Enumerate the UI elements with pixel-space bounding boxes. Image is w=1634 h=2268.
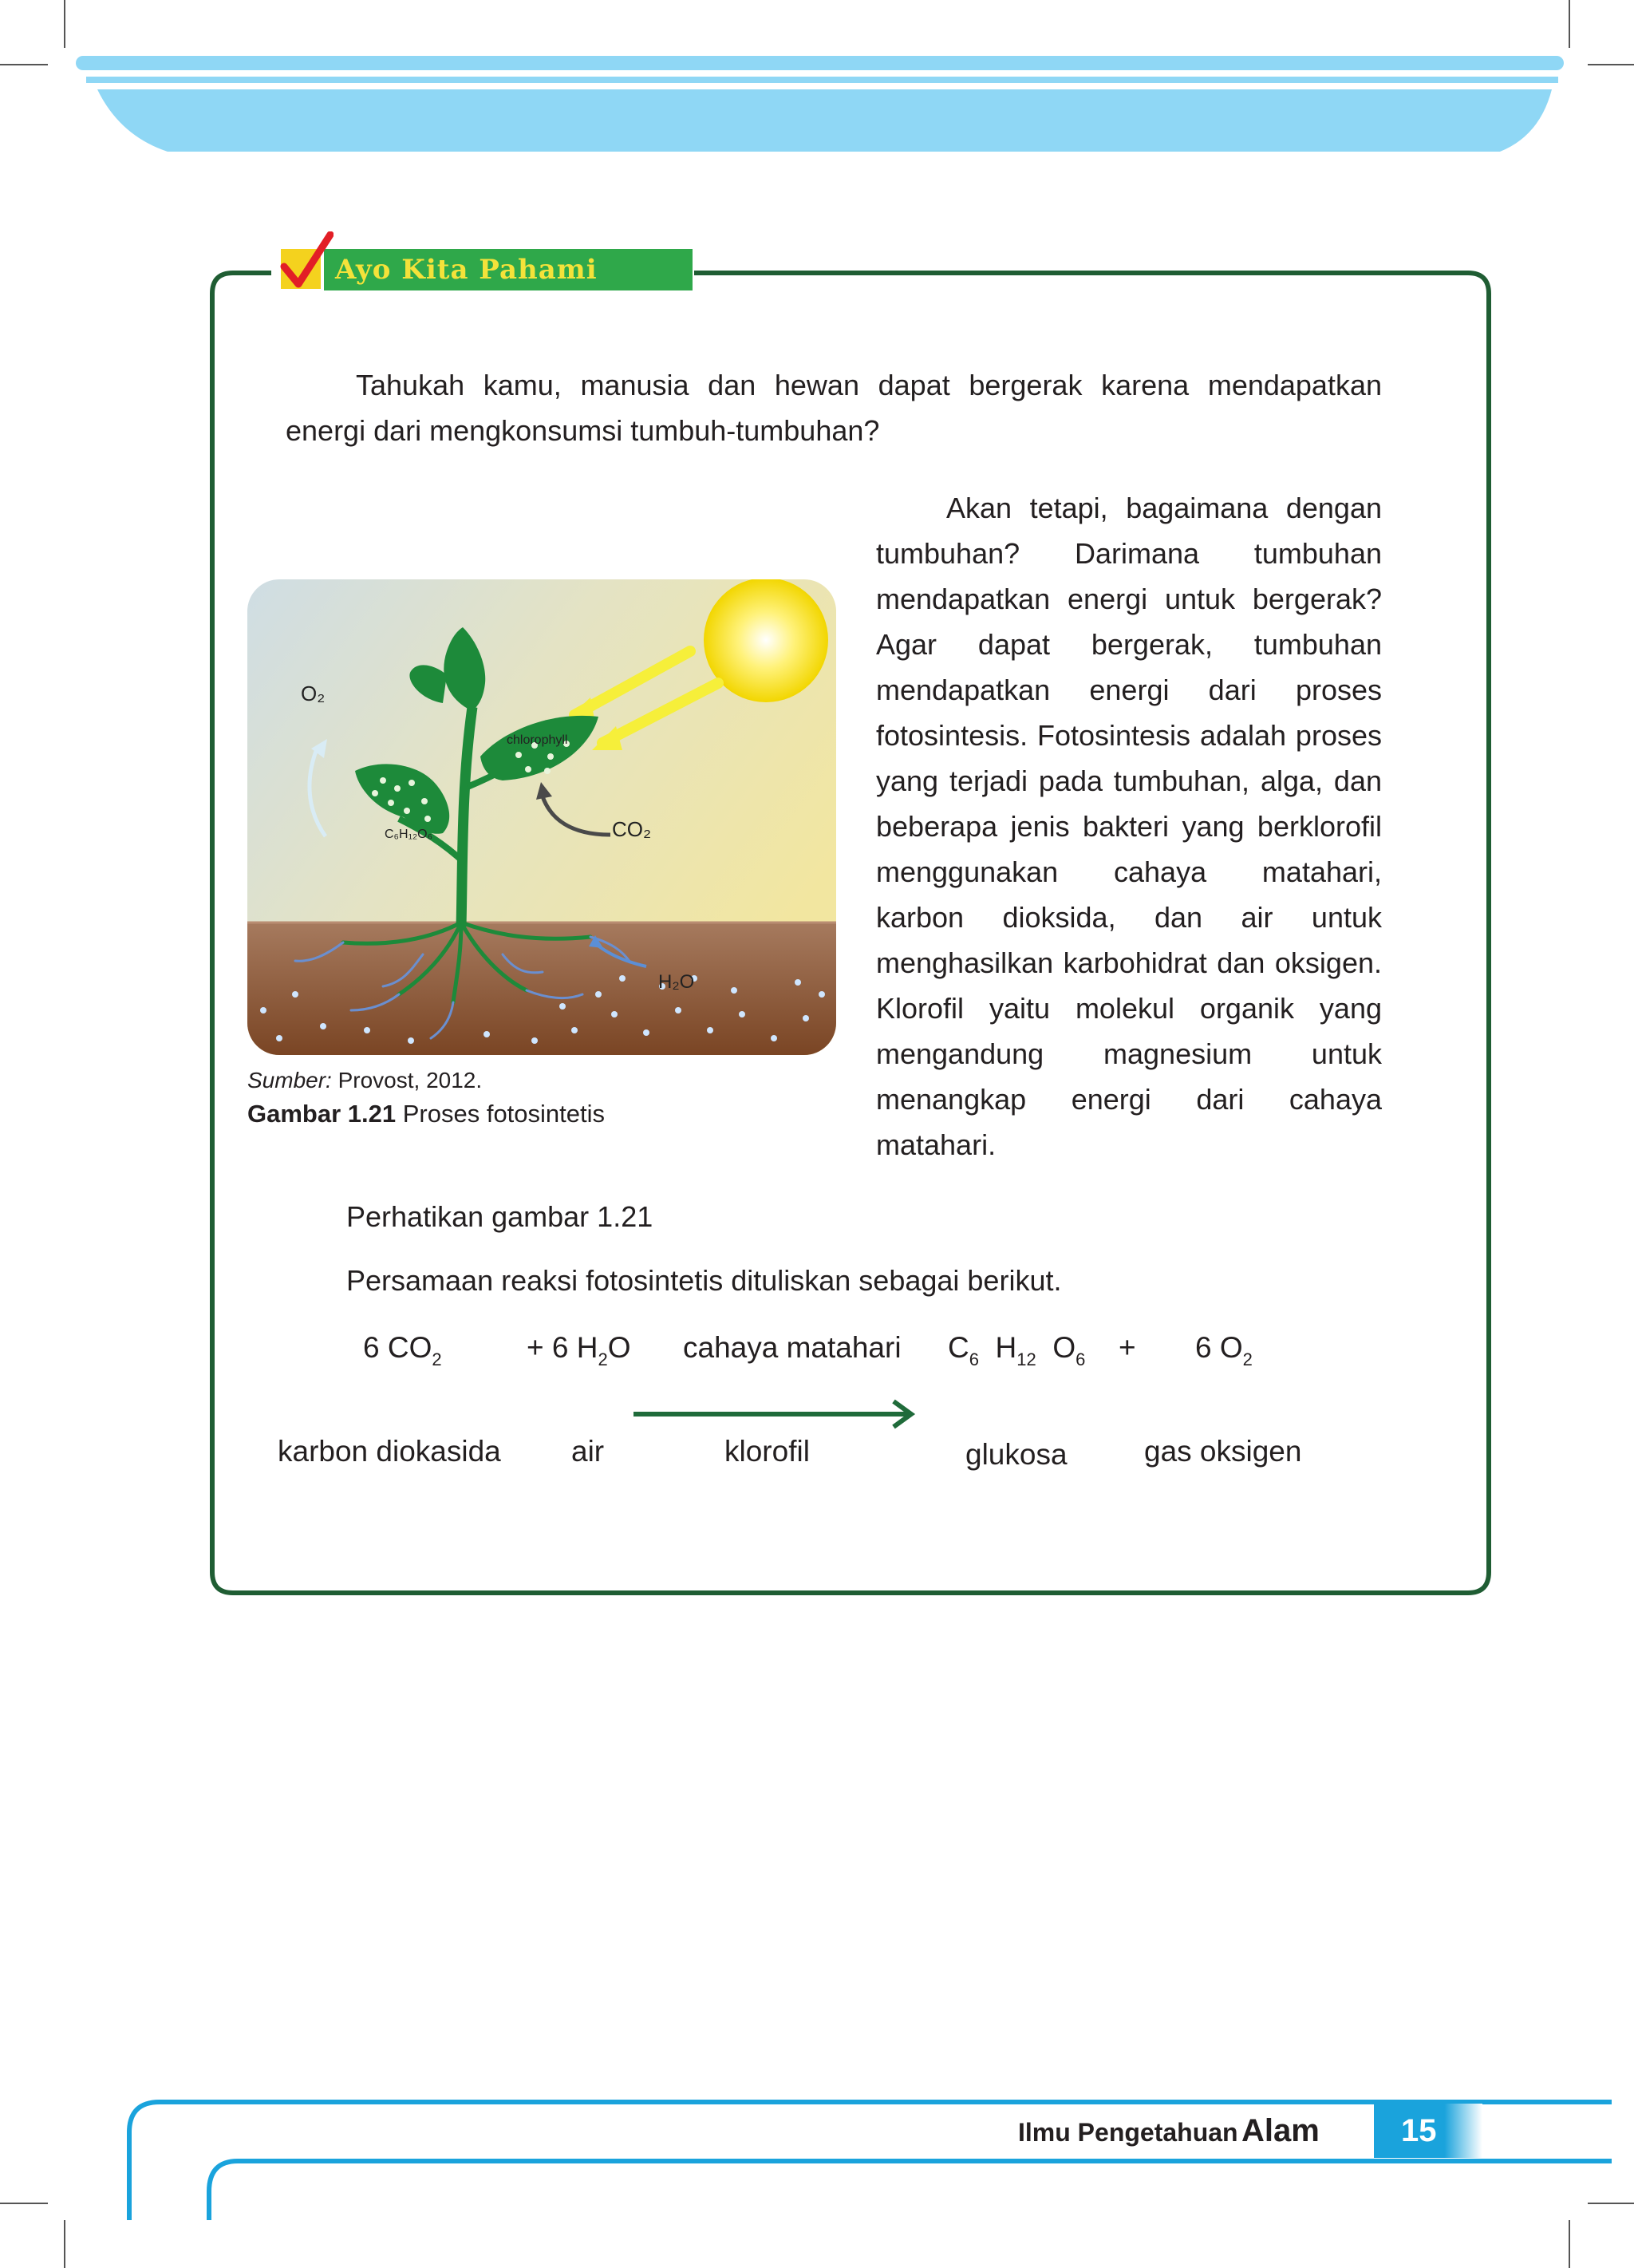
figure-caption: [247, 1100, 605, 1128]
intro-paragraph: Tahukah kamu, manusia dan hewan dapat bergerak karena mendapatkan energi dari mengkonsumsi tumbuh-tumbuhan?: [286, 369, 1382, 447]
h2o-label: H₂O: [658, 971, 695, 993]
caption-text: Proses fotosintetis: [402, 1100, 606, 1128]
eq-light: cahaya matahari: [683, 1331, 902, 1364]
label-water: air: [571, 1435, 605, 1468]
label-oxygen: gas oksigen: [1144, 1435, 1302, 1468]
label-catalyst: klorofil: [724, 1435, 810, 1468]
photosynthesis-figure: [247, 579, 836, 1055]
o2-label: O₂: [301, 682, 326, 705]
label-glucose: glukosa: [965, 1438, 1068, 1471]
check-icon: [278, 231, 334, 294]
page-number-box: [1374, 2104, 1482, 2158]
figure-source: [247, 1068, 482, 1093]
eq-o2: 6 $O_2$: [1195, 1331, 1253, 1369]
caption-label: Gambar 1.21: [247, 1100, 397, 1128]
refer-text: Perhatikan gambar 1.21: [346, 1200, 653, 1233]
glucose-label: C₆H₁₂O₆: [385, 828, 433, 841]
chlorophyll-label: chlorophyll: [507, 733, 568, 747]
eq-co2: 6 $CO_2$: [363, 1331, 442, 1369]
explanation-paragraph: Akan tetapi, bagaimana dengan tumbuhan? Darimana tumbuhan mendapatkan energi untuk bergerak? Agar dapat bergerak, tumbuhan mendapatkan energi dari proses fotosintesis. Fotosintesis adalah proses yang terjadi pada tumbuhan, alga, dan beberapa jenis bakteri yang berklorofil menggunakan cahaya matahari, karbon dioksida, dan air untuk menghasilkan karbohidrat dan oksigen. Klorofil yaitu molekul organik yang mengandung magnesium untuk menangkap energi dari cahaya matahari.: [876, 492, 1382, 1161]
section-badge: [278, 246, 693, 290]
eq-h2o: + 6 $H_2O$: [527, 1331, 631, 1369]
eq-glucose: $C_6$ $H_{12}$ $O_6$: [948, 1331, 1086, 1369]
photosynthesis-illustration: [247, 579, 836, 1055]
book-title-small: Ilmu Pengetahuan: [1018, 2118, 1238, 2147]
badge-title: Ayo Kita Pahami: [335, 254, 598, 286]
eq-plus: +: [1119, 1331, 1136, 1364]
page-number: 15: [1401, 2113, 1437, 2148]
equation-intro: Persamaan reaksi fotosintetis dituliskan sebagai berikut.: [346, 1264, 1062, 1297]
reaction-arrow: [630, 1398, 918, 1430]
source-text: Provost, 2012.: [337, 1068, 483, 1093]
label-co2: karbon diokasida: [278, 1435, 501, 1468]
source-label: Sumber:: [247, 1068, 332, 1093]
footer-book-title: [1018, 2112, 1320, 2150]
co2-label: CO₂: [612, 817, 652, 841]
book-title-big: Alam: [1241, 2113, 1320, 2148]
